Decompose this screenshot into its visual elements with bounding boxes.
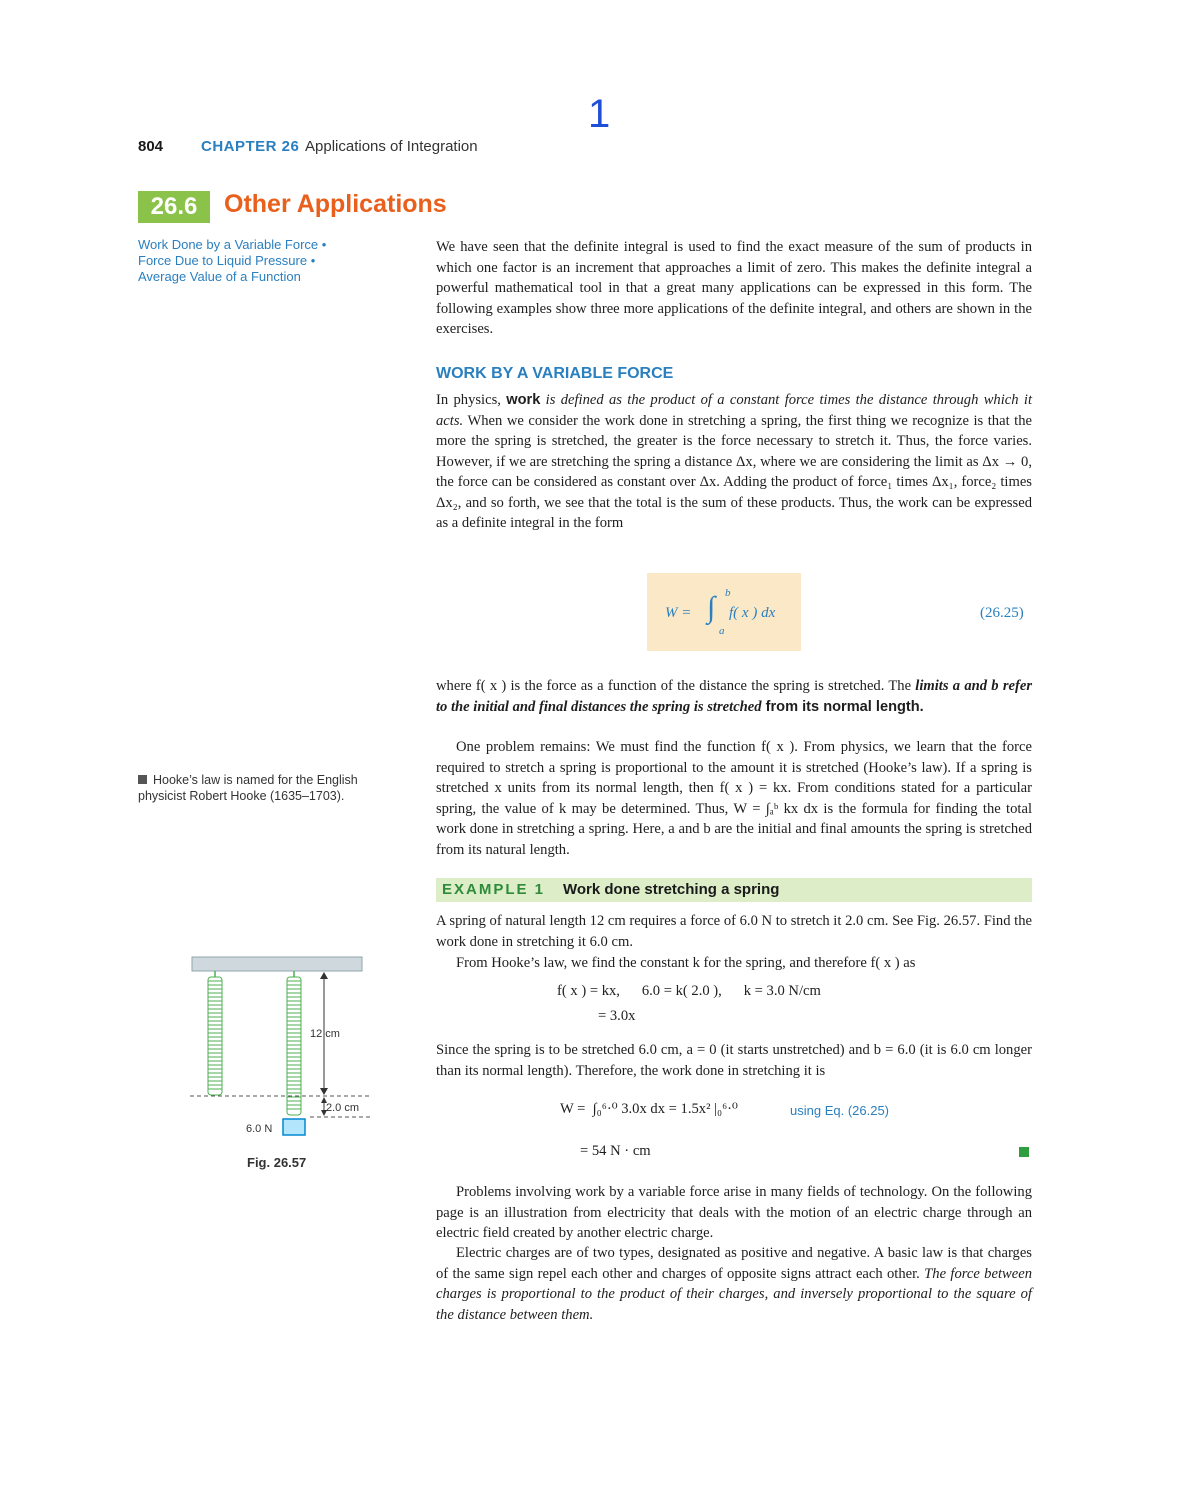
example-end-marker <box>1019 1147 1029 1157</box>
since-paragraph: Since the spring is to be stretched 6.0 cm, a = 0 (it starts unstretched) and b = 6.0 (it is 6.0 cm longer than its normal length). Therefore, the work done in stretching it is <box>436 1042 1032 1079</box>
work-equation-line-1: W = ∫₀⁶·⁰ 3.0x dx = 1.5x² |₀⁶·⁰ <box>560 1101 738 1117</box>
chapter-title: Applications of Integration <box>305 138 478 155</box>
example-problem: A spring of natural length 12 cm requires a force of 6.0 N to stretch it 2.0 cm. See Fig. 26.57. Find the work done in stretching it 6.0 cm. <box>436 913 1032 950</box>
page-number: 804 <box>138 138 164 155</box>
weight-block <box>283 1119 305 1135</box>
electric-paragraph-2: Electric charges are of two types, designated as positive and negative. A basic law is that charges of the same sign repel each other and charges of opposite signs attract each other. The force between charges is proportional to the product of their charges, and inversely proportional to the square of the distance between them. <box>436 1245 1032 1323</box>
equation-number: (26.25) <box>980 605 1024 621</box>
work-paragraph: In physics, work is defined as the product of a constant force times the distance through which it acts. When we consider the work done in stretching a spring, the first thing we recognize is that the more the spring is stretched, the greater is the force necessary to stretch it. Thus, the force varies. However, if we are stretching the spring a distance Δx, where we are considering the limit as Δx → 0, the force can be considered as constant over Δx. Adding the product of force₁ times Δx₁, force₂ times Δx₂, and so forth, we see that the total is the sum of these products. Thus, the work can be expressed as a definite integral in the form <box>436 392 1032 531</box>
section-topics <box>138 237 378 285</box>
ceiling <box>192 957 362 971</box>
equation-line-2: = 3.0x <box>598 1008 636 1024</box>
electric-paragraph-1: Problems involving work by a variable force arise in many fields of technology. On the following page is an illustration from electricity that deals with the motion of an electric charge through an electric field created by another electric charge. <box>436 1184 1032 1241</box>
work-heading: WORK BY A VARIABLE FORCE <box>436 365 674 382</box>
chapter-label: CHAPTER 26 <box>201 138 300 155</box>
section-number-badge: 26.6 <box>138 191 210 223</box>
label-2cm: 2.0 cm <box>326 1102 360 1114</box>
topic-item: Work Done by a Variable Force • <box>138 237 327 252</box>
spring-figure <box>190 955 370 1145</box>
equation-line-1: f( x ) = kx, 6.0 = k( 2.0 ), k = 3.0 N/cm <box>557 983 821 999</box>
example-hooke-step: From Hooke’s law, we find the constant k for the spring, and therefore f( x ) as <box>456 955 916 971</box>
figure-caption: Fig. 26.57 <box>247 1155 307 1170</box>
example-label: EXAMPLE 1 <box>442 881 546 898</box>
unstretched-spring <box>208 971 222 1095</box>
intro-paragraph: We have seen that the definite integral is used to find the exact measure of the sum of products in which one factor is an increment that approaches a limit of zero. This makes the definite integral a powerful mathematical tool in that a great many applications can be expressed in this form. The following examples show three more applications of the definite integral, and others are shown in the exercises. <box>436 239 1032 337</box>
annotation-number: 1 <box>588 92 611 136</box>
note-square-icon <box>138 775 147 784</box>
example-title: Work done stretching a spring <box>563 881 780 898</box>
margin-note: Hooke’s law is named for the English physicist Robert Hooke (1635–1703). <box>138 773 358 803</box>
where-paragraph: where f( x ) is the force as a function of the distance the spring is stretched. The limits a and b refer to the initial and final distances the spring is stretched from its normal length. <box>436 678 1032 715</box>
topic-item: Average Value of a Function <box>138 269 301 284</box>
equation-reference-note: using Eq. (26.25) <box>790 1103 890 1118</box>
section-title: Other Applications <box>224 190 447 218</box>
work-equation-line-2: = 54 N · cm <box>580 1143 651 1159</box>
label-force: 6.0 N <box>246 1123 273 1135</box>
stretched-spring <box>283 971 305 1135</box>
topic-item: Force Due to Liquid Pressure • <box>138 253 316 268</box>
label-12cm: 12 cm <box>310 1028 340 1040</box>
hookes-law-paragraph: One problem remains: We must find the function f( x ). From physics, we learn that the force required to stretch a spring is proportional to the amount it is stretched (Hooke’s law). If a spring is stretched x units from its normal length, then f( x ) = kx. From conditions stated for a particular spring, the value of k may be determined. Thus, W = ∫ₐᵇ kx dx is the formula for finding the total work done in stretching a spring. Here, a and b are the initial and final amounts the spring is stretched from its natural length. <box>436 739 1032 858</box>
